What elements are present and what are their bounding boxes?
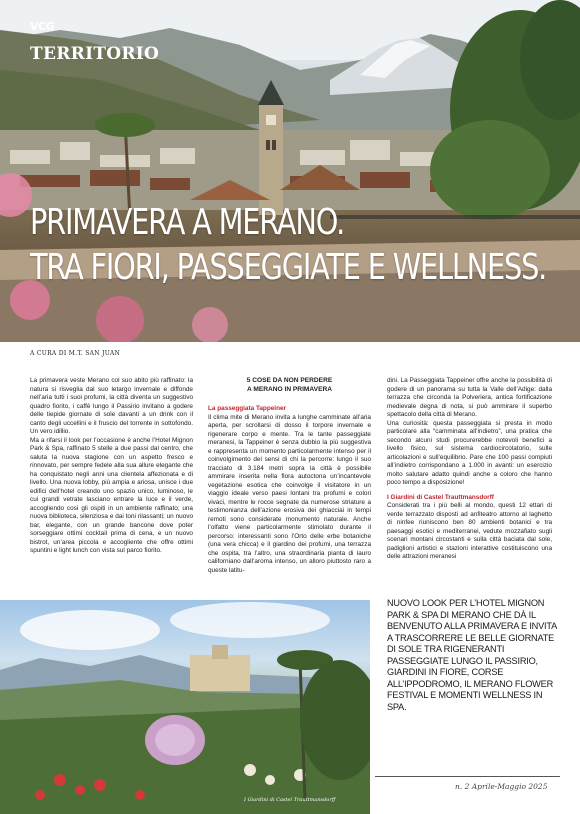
headline-line-1: PRIMAVERA A MERANO. <box>30 202 345 243</box>
article-column-2 <box>208 377 371 575</box>
paragraph: dini. La Passeggiata Tappeiner offre anche la possibilità di godere di un panorama su tutta la Valle dell’Adige: dalla terrazza che circonda la Polveriera, antica fortificazione medievale degna di nota, si può ammirare il superbo spettacolo della città di Merano. <box>387 377 552 418</box>
photo-caption: I Giardini di Castel Trauttmansdorff <box>244 797 336 803</box>
box-title-line-1: 5 COSE DA NON PERDERE <box>246 377 333 384</box>
subhead-tappeiner: La passeggiata Tappeiner <box>208 405 287 412</box>
byline: A CURA DI M.T. SAN JUAN <box>30 350 121 357</box>
paragraph: Una curiosità: questa passeggiata si presta in modo particolare alla “camminata all’indietro”, una pratica che secondo alcuni studi procurerebbe notevoli benefici a livello fisico, sul sistema cardiocircolatorio, sulle articolazioni e sull’equilibrio. Pare che 100 passi compiuti all’indietro corrispondano a 1.000 in avanti: un esercizio molto salutare adatto quindi anche a coloro che hanno poco tempo a disposizione! <box>387 419 552 486</box>
subhead-trauttmansdorff: I Giardini di Castel Trauttmansdorff <box>387 493 494 501</box>
headline-line-2: TRA FIORI, PASSEGGIATE E WELLNESS. <box>30 247 547 288</box>
paragraph: Considerati tra i più belli al mondo, questi 12 ettari di verde terrazzato disposti ad anfiteatro attorno al laghetto di ninfee riuniscono ben 80 ambienti botanici e tra paesaggi esotici e mediterranei, vedute mozzafiato sugli scenari montani circostanti e sulla città baciata dal sole, padiglioni artistici e stazioni interattive costituiscono una delle attrazioni meranesi <box>387 502 552 560</box>
headline <box>30 200 547 290</box>
garden-photo <box>0 600 370 814</box>
garden-illustration <box>0 600 370 814</box>
article-column-1 <box>30 377 193 556</box>
pull-quote: NUOVO LOOK PER L’HOTEL MIGNON PARK & SPA DI MERANO CHE DÀ IL BENVENUTO ALLA PRIMAVERA E INVITA A TRASCORRERE LE BELLE GIORNATE DI SOLE TRA RIGENERANTI PASSEGGIATE LUNGO IL PASSIRIO, GIARDINI IN FIORE, CORSE ALL’IPPODROMO, IL MERANO FLOWER FESTIVAL E MOMENTI WELLNESS IN SPA. <box>387 598 557 712</box>
issue-info: n. 2 Aprile-Maggio 2025 <box>455 782 548 791</box>
footer-divider <box>375 776 560 777</box>
paragraph: Ma a rifarsi il look per l’occasione è anche l’Hotel Mignon Park & Spa, raffinato 5 stelle a due passi dal centro, che saluta la nuova stagione con un aspetto fresco e rinnovato, per sempre fedele alla sua allure elegante che ha conquistato negli anni una clientela affezionata e di livello. Una nuova lobby, più ampia e ariosa, unisce i due edifici dell’hotel creando uno spazio unico, luminoso, le cui grandi vetrate lasciano entrare la luce e il verde, accogliendo così gli ospiti in un ambiente raffinato; una nuova biblioteca, silenziosa e dai toni rilassanti; un nuovo bar, elegante, con un grande bancone dove poter sorseggiare ottimi cocktail prima di cena, e un nuovo bistrot, un’area piccola e accogliente che offre ottimi spuntini e light lunch con vista sul parco fiorito. <box>30 436 193 554</box>
box-title <box>208 377 371 394</box>
magazine-logo: VCG <box>30 20 55 33</box>
article-column-3 <box>387 377 552 562</box>
box-title-line-2: A MERANO IN PRIMAVERA <box>247 385 332 393</box>
hero-image <box>0 0 580 342</box>
paragraph: La primavera veste Merano col suo abito più raffinato: la natura si risveglia dal suo letargo invernale e diffonde nell’aria tutti i suoi profumi, la città diventa un suggestivo quadro fiorito, i caffè lungo il Passirio invitano a godere delle tiepide giornate di sole davanti a un drink con il canto degli uccellini e il fruscio del torrente in sottofondo. Un vero idillio. <box>30 377 193 435</box>
section-title: TERRITORIO <box>30 44 160 64</box>
paragraph: Il clima mite di Merano invita a lunghe camminate all’aria aperta, per scrollarsi di dosso il torpore invernale e rigenerare corpo e mente. Tra le tante passeggiate meranesi, la Tappeiner è senza dubbio la più suggestiva e rappresenta un momento particolarmente intenso per il coinvolgimento dei sensi di chi la percorre: lungo il suo tracciato di 3.184 metri sopra la città è possibile ammirare inserita nella flora autoctona un’incantevole vegetazione esotica che coinvolge il visitatore in un viaggio ideale verso paesi lontani tra profumi e colori vivaci, mentre le rocce segnate da numerose striature a testimonianza dell’azione erosiva dei ghiacciai in tempi remoti sono considerate monumento naturale. Anche l’olfatto viene particolarmente stimolato durante il percorso: interessanti sono l’Orto delle erbe botaniche (una vera chicca) e il giardino dei profumi, una terrazza che ospita, tra l’altro, una straordinaria pianta di lauro californiano dall’aroma intenso, un alloro piuttosto raro a queste latitu- <box>208 413 371 574</box>
